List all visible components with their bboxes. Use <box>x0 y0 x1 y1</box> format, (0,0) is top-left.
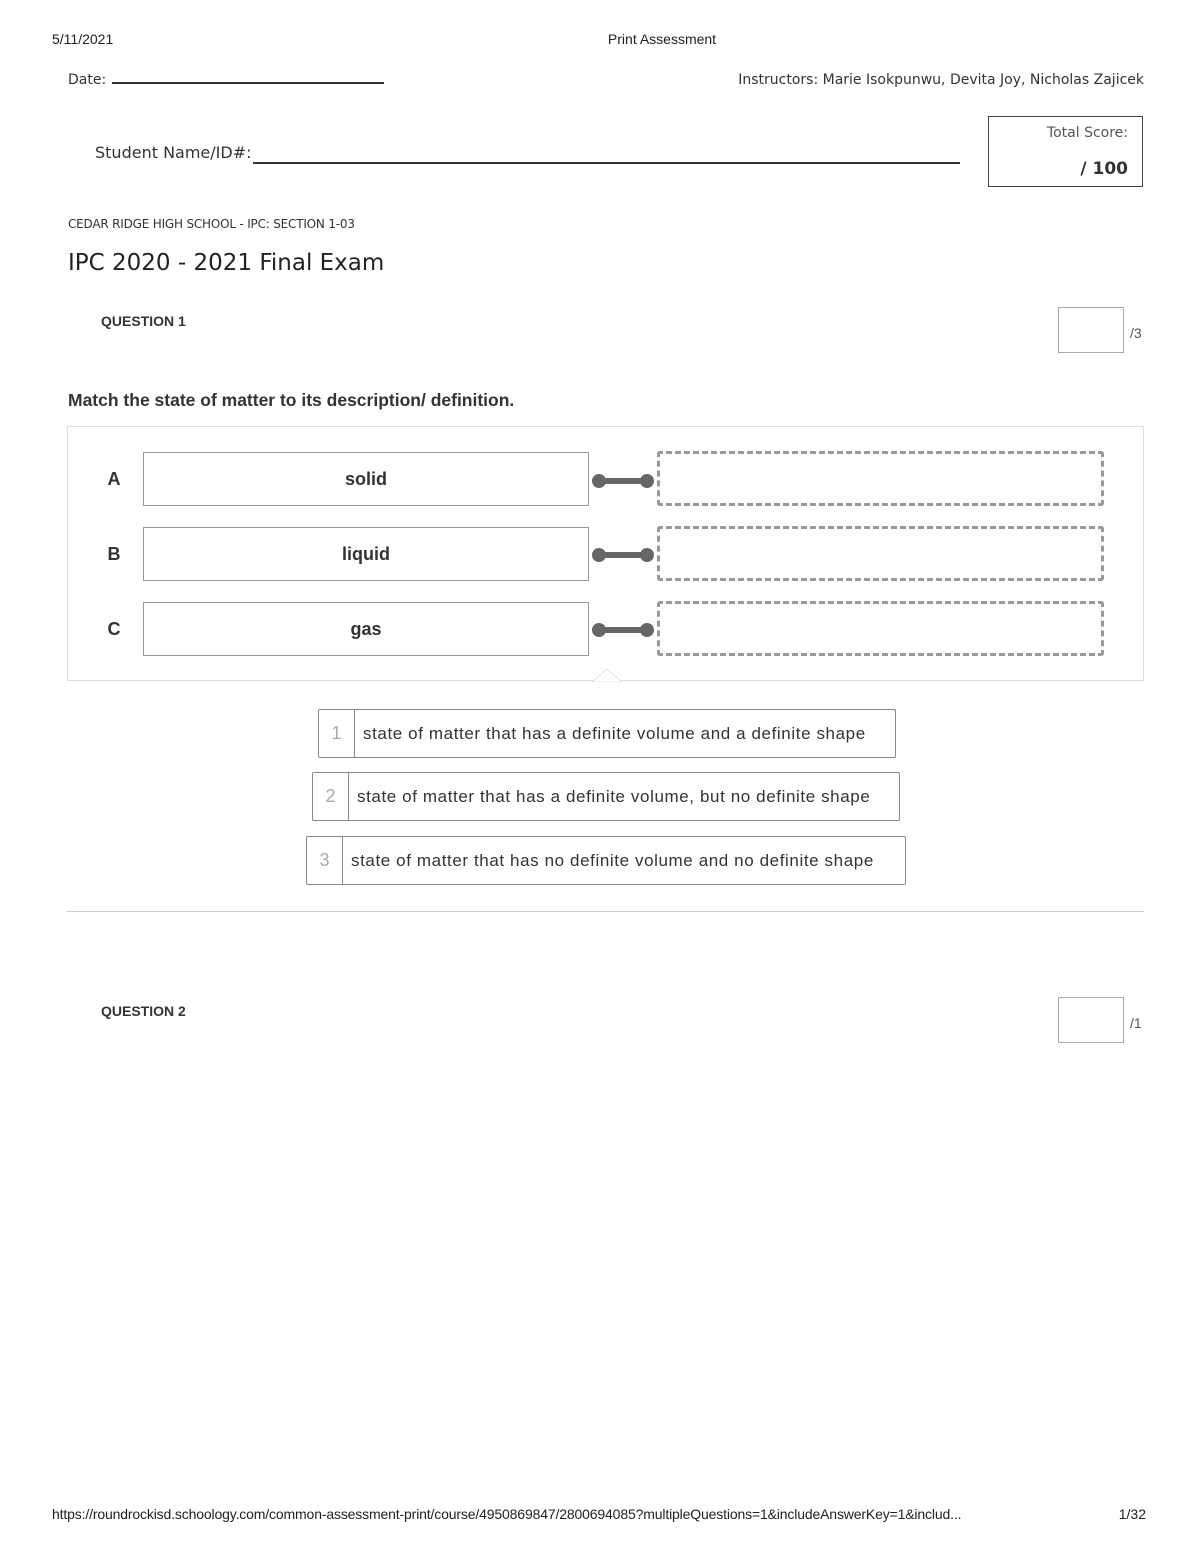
school-section: CEDAR RIDGE HIGH SCHOOL - IPC: SECTION 1-03 <box>68 217 355 231</box>
option-number: 3 <box>307 837 343 884</box>
question-2-points-total: /1 <box>1130 1015 1142 1031</box>
panel-pointer <box>590 668 624 682</box>
option-text: state of matter that has a definite volume and a definite shape <box>363 723 866 743</box>
option-number: 1 <box>319 710 355 757</box>
question-2-label: QUESTION 2 <box>101 1003 186 1019</box>
assessment-title: IPC 2020 - 2021 Final Exam <box>68 250 385 276</box>
question-1-label: QUESTION 1 <box>101 313 186 329</box>
total-score-label: Total Score: <box>1046 125 1128 141</box>
connector-c[interactable] <box>590 622 658 638</box>
date-field-line[interactable] <box>112 82 384 84</box>
student-name-field-line[interactable] <box>253 162 960 164</box>
question-1-points-input[interactable] <box>1058 307 1124 353</box>
total-score-value: / 100 <box>1080 159 1128 179</box>
footer-page-number: 1/32 <box>1118 1506 1146 1522</box>
question-divider <box>67 911 1144 912</box>
answer-option-3[interactable] <box>306 836 906 885</box>
drop-zone-b[interactable] <box>657 526 1104 581</box>
connector-b[interactable] <box>590 547 658 563</box>
option-text: state of matter that has a definite volume, but no definite shape <box>357 786 871 806</box>
option-text: state of matter that has no definite volume and no definite shape <box>351 850 874 870</box>
option-number: 2 <box>313 773 349 820</box>
term-letter-a: A <box>107 469 121 489</box>
footer-url: https://roundrockisd.schoology.com/common-assessment-print/course/4950869847/2800694085?multipleQuestions=1&includeAnswerKey=1&includ... <box>52 1506 962 1522</box>
print-date: 5/11/2021 <box>52 31 114 47</box>
term-solid: solid <box>143 452 589 506</box>
term-gas: gas <box>143 602 589 656</box>
question-2-points-input[interactable] <box>1058 997 1124 1043</box>
date-label: Date: <box>68 72 107 88</box>
term-letter-b: B <box>107 544 121 564</box>
term-liquid: liquid <box>143 527 589 581</box>
total-score-box <box>988 116 1143 187</box>
drop-zone-c[interactable] <box>657 601 1104 656</box>
term-letter-c: C <box>107 619 121 639</box>
answer-option-1[interactable] <box>318 709 896 758</box>
connector-a[interactable] <box>590 473 658 489</box>
answer-option-2[interactable] <box>312 772 900 821</box>
question-1-points-total: /3 <box>1130 325 1142 341</box>
drop-zone-a[interactable] <box>657 451 1104 506</box>
student-name-label: Student Name/ID#: <box>95 143 252 162</box>
instructors: Instructors: Marie Isokpunwu, Devita Joy, Nicholas Zajicek <box>738 72 1144 88</box>
print-title: Print Assessment <box>607 31 717 47</box>
question-1-prompt: Match the state of matter to its description/ definition. <box>68 390 515 410</box>
